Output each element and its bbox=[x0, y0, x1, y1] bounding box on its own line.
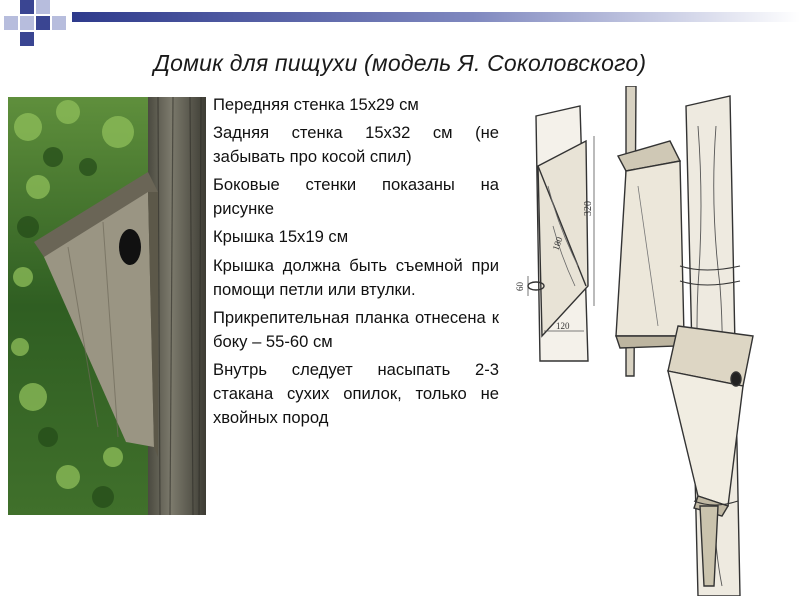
dimension-label: 180 bbox=[550, 235, 565, 252]
bullet-item: Крышка должна быть съемной при помощи петли или втулки. bbox=[213, 255, 499, 299]
bullet-item: Передняя стенка 15х29 см bbox=[213, 95, 419, 114]
dimension-label: 320 bbox=[583, 201, 594, 216]
bullet-item: Боковые стенки показаны на рисунке bbox=[213, 175, 499, 219]
birdhouse-photo bbox=[8, 97, 206, 515]
bullet-item: Внутрь следует насыпать 2-3 стакана сухих опилок, только не хвойных пород bbox=[213, 359, 499, 427]
bullet-item: Крышка 15х19 см bbox=[213, 227, 349, 247]
birdhouse-drawing bbox=[508, 86, 800, 596]
header-gradient-bar bbox=[72, 12, 800, 22]
dimension-label: 60 bbox=[515, 282, 525, 291]
bullet-list bbox=[213, 93, 499, 434]
slide-title: Домик для пищухи (модель Я. Соколовского) bbox=[153, 50, 647, 76]
bullet-item: Прикрепительная планка отнесена к боку – 55-60 см bbox=[213, 307, 499, 351]
corner-decoration bbox=[0, 0, 70, 50]
dimension-label: 120 bbox=[556, 321, 570, 331]
bullet-item: Задняя стенка 15х32 см (не забывать про косой спил) bbox=[213, 123, 499, 167]
